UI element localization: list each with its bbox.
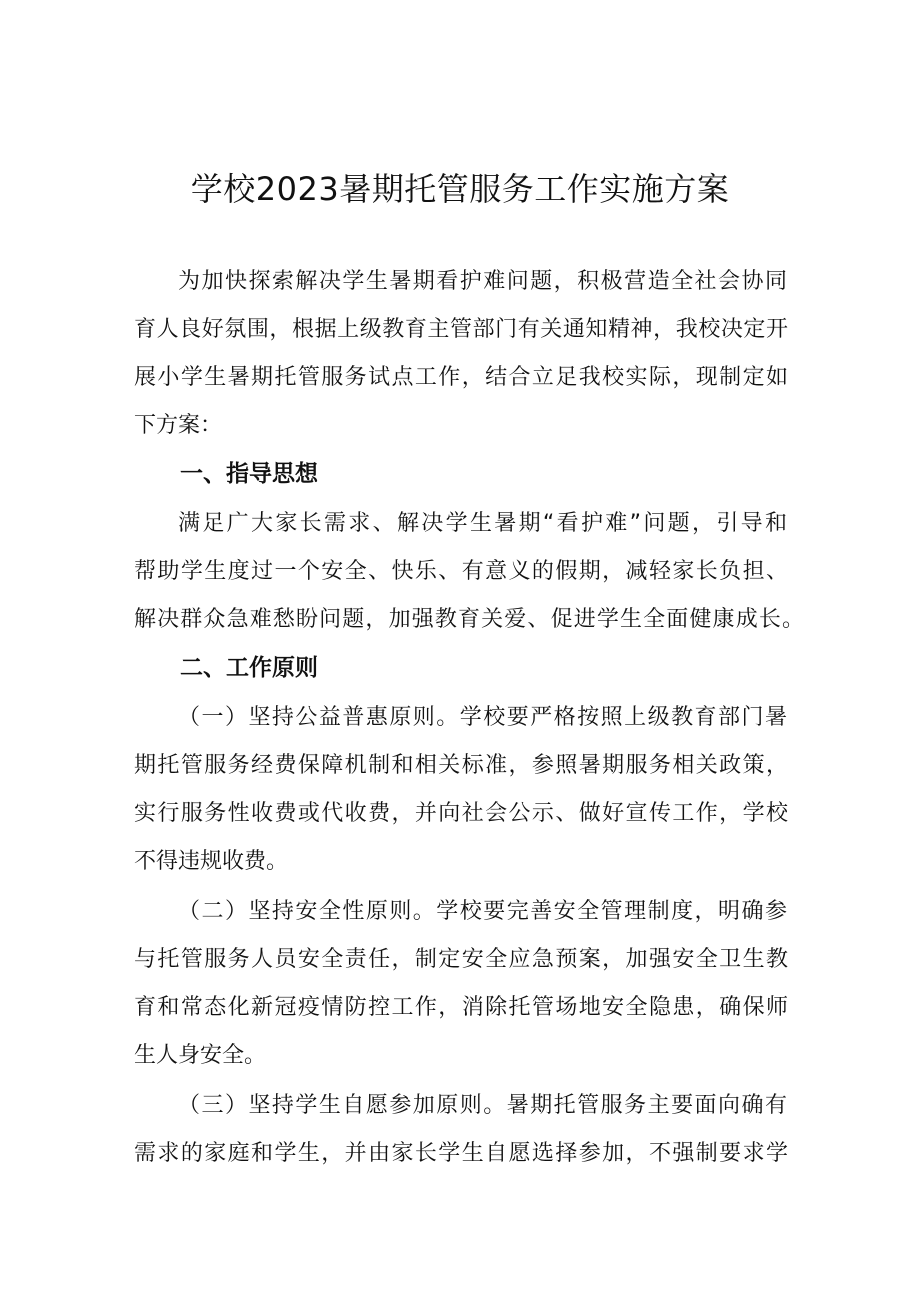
principle3-line-2: 需求的家庭和学生，并由家长学生自愿选择参加，不强制要求学 [134, 1141, 788, 1166]
section1-line-2: 帮助学生度过一个安全、快乐、有意义的假期，减轻家长负担、 [134, 559, 788, 584]
intro-line-2: 育人良好氛围，根据上级教育主管部门有关通知精神，我校决定开 [134, 317, 788, 342]
principle2-line-4: 生人身安全。 [134, 1043, 267, 1068]
section-heading-guiding-ideology: 一、指导思想 [180, 461, 318, 487]
page-title: 学校2023暑期托管服务工作实施方案 [190, 170, 730, 208]
principle2-line-1: （二）坚持安全性原则。学校要完善安全管理制度，明确参 [178, 899, 787, 924]
intro-line-4: 下方案： [134, 413, 223, 438]
principle1-line-2: 期托管服务经费保障机制和相关标准，参照暑期服务相关政策， [134, 753, 788, 778]
principle1-line-4: 不得违规收费。 [134, 849, 289, 874]
principle2-line-2: 与托管服务人员安全责任，制定安全应急预案，加强安全卫生教 [134, 947, 788, 972]
intro-line-3: 展小学生暑期托管服务试点工作，结合立足我校实际，现制定如 [134, 365, 788, 390]
principle2-line-3: 育和常态化新冠疫情防控工作，消除托管场地安全隐患，确保师 [134, 995, 788, 1020]
principle3-line-1: （三）坚持学生自愿参加原则。暑期托管服务主要面向确有 [178, 1093, 787, 1118]
section1-line-1: 满足广大家长需求、解决学生暑期“看护难”问题，引导和 [178, 511, 787, 536]
section-heading-work-principles: 二、工作原则 [180, 655, 318, 681]
principle1-line-3: 实行服务性收费或代收费，并向社会公示、做好宣传工作，学校 [134, 801, 788, 826]
intro-line-1: 为加快探索解决学生暑期看护难问题，积极营造全社会协同 [178, 269, 787, 294]
principle1-line-1: （一）坚持公益普惠原则。学校要严格按照上级教育部门暑 [178, 705, 787, 730]
section1-line-3: 解决群众急难愁盼问题，加强教育关爱、促进学生全面健康成长。 [134, 607, 804, 632]
